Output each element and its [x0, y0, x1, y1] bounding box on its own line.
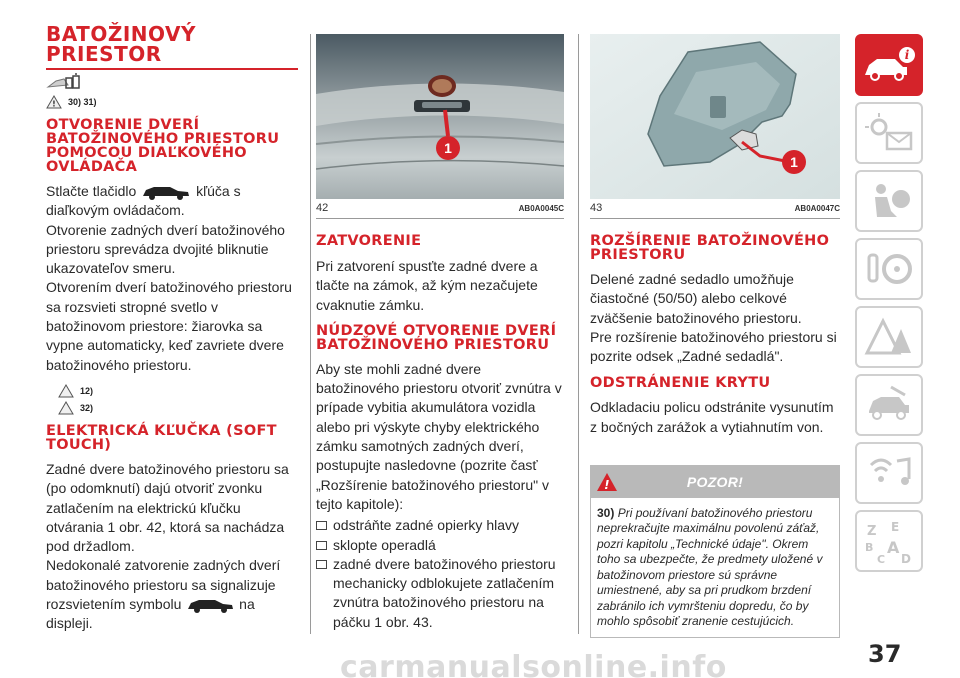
paragraph-expansion: Delené zadné sedadlo umožňuje čiastočné (50/50) alebo celkové zväčšenie batožinového priestoru. [590, 271, 802, 326]
warning-body: 30) Pri používaní batožinového priestoru neprekračujte maximálnu povolenú záťaž, pozri kapitolu „Technické údaje". Okrem toho sa ubezpečte, že predmety uložené v batožinovom priestore sú správne umiestnené, aby sa pri prudkom brzdení zabránilo ich vymršteniu dopredu, čo by mohlo spôsobiť zranenie cestujúcich. [590, 498, 840, 638]
warning-triangle-icon [58, 401, 74, 415]
heading-closing: ZATVORENIE [316, 233, 422, 249]
callout-1: 1 [790, 154, 798, 170]
car-info-icon [861, 45, 917, 85]
svg-text:B: B [865, 541, 874, 554]
svg-text:i: i [904, 48, 910, 62]
heading-expansion: ROZŠÍRENIE BATOŽINOVÉHO PRIESTORU [590, 233, 830, 263]
tab-index[interactable] [855, 510, 923, 572]
tab-starting-driving[interactable] [855, 238, 923, 300]
column-divider [310, 34, 311, 634]
paragraph-soft-touch: Zadné dvere batožinového priestoru sa (po odomknutí) dajú otvoriť zvonku zatlačením na elektrickú kľučku otvárania 1 obr. 42, ktorá sa nachádza pod držadlom. [46, 460, 289, 555]
watermark: carmanualsonline.info [340, 650, 727, 678]
paragraph-light: Otvorením dverí batožinového priestoru sa rozsvieti stropné svetlo v batožinovom priestore: žiarovka sa vypne automaticky, keď zavriete dvere batožinového priestoru. [46, 279, 292, 373]
tab-lights-messages[interactable] [855, 102, 923, 164]
column-3 [590, 34, 840, 638]
ref-32: 32) [46, 401, 298, 415]
callout-1: 1 [444, 140, 452, 156]
heading-soft-touch: ELEKTRICKÁ KĽUČKA (SOFT TOUCH) [46, 422, 277, 453]
heading-cover-removal: ODSTRÁNENIE KRYTU [590, 375, 771, 392]
svg-text:A: A [887, 538, 900, 557]
checkbox-bullet-icon [316, 521, 327, 530]
paragraph-closing: Pri zatvorení spusťte zadné dvere a tlačte na zámok, až kým nezačujete cvaknutie zámku. [316, 258, 538, 313]
chapter-sidebar [855, 34, 923, 578]
figure-number: 42 [316, 202, 329, 214]
tab-safety[interactable] [855, 170, 923, 232]
ref-12: 12) [46, 384, 298, 398]
svg-text:C: C [877, 553, 886, 565]
index-letters-icon [861, 517, 917, 565]
tab-emergency[interactable] [855, 306, 923, 368]
column-divider [578, 34, 579, 634]
car-symbol-icon [185, 597, 235, 613]
warning-triangle-icon [596, 472, 618, 492]
section-title: BATOŽINOVÝ PRIESTOR [46, 22, 196, 66]
list-item: zadné dvere batožinového priestoru mechanicky odblokujete zatlačením zvnútra batožinového priestoru na páčku 1 obr. 43. [316, 555, 564, 632]
heading-remote-opening: OTVORENIE DVERÍ BATOŽINOVÉHO PRIESTORU POMOCOU DIAĽKOVÉHO OVLÁDAČA [46, 117, 280, 175]
airbag-icon [861, 179, 917, 223]
steering-key-icon [861, 247, 917, 291]
svg-text:E: E [891, 520, 900, 534]
figure-number: 43 [590, 202, 603, 214]
paragraph-blink: Otvorenie zadných dverí batožinového priestoru sprevádza dvojité bliknutie ukazovateľov smeru. [46, 221, 285, 277]
tab-maintenance[interactable] [855, 374, 923, 436]
figure-43-caption [590, 202, 840, 216]
warning-road-icon [861, 315, 917, 359]
title-rule [46, 68, 298, 70]
list-item: sklopte operadlá [316, 536, 564, 555]
tab-car-info[interactable] [855, 34, 923, 96]
figure-42-photo [316, 34, 564, 199]
paragraph-seats-ref: Pre rozšírenie batožinového priestoru si pozrite odsek „Zadné sedadlá". [590, 328, 837, 365]
warning-ref-1: ! 30) 31) [46, 95, 298, 109]
luggage-icon [46, 73, 298, 93]
heading-emergency: NÚDZOVÉ OTVORENIE DVERÍ BATOŽINOVÉHO PRIESTORU [316, 322, 557, 353]
tools-car-icon [861, 383, 917, 427]
figure-code: AB0A0045C [518, 204, 564, 213]
svg-text:!: ! [604, 478, 610, 493]
car-button-icon [140, 184, 192, 200]
checkbox-bullet-icon [316, 541, 327, 550]
svg-text:!: ! [52, 99, 56, 109]
column-1 [46, 24, 298, 634]
column-2 [316, 34, 564, 632]
list-item: odstráňte zadné opierky hlavy [316, 516, 564, 535]
paragraph-remote: Stlačte tlačidlo kľúča s diaľkovým ovládačom. [46, 183, 241, 219]
lights-message-icon [861, 111, 917, 155]
warning-triangle-icon [46, 95, 62, 109]
paragraph-emergency: Aby ste mohli zadné dvere batožinového priestoru otvoriť zvnútra v prípade vybitia akumulátora vozidla alebo pri výskyte chyby elektrického zámku samotných zadných dverí, postupujte nasledovne (pozrite časť „Rozšírenie batožinového priestoru" v tejto kapitole): [316, 360, 562, 512]
warning-header: ! POZOR! [590, 465, 840, 498]
warning-box [590, 465, 840, 638]
svg-text:Z: Z [867, 524, 877, 539]
paragraph-cover-removal: Odkladaciu policu odstránite vysunutím z bočných zarážok a vytiahnutím von. [590, 399, 834, 435]
paragraph-indicator: Nedokonalé zatvorenie zadných dverí batožinového priestoru sa signalizuje rozsvietením symbolu na displeji. [46, 557, 281, 632]
page-number: 37 [868, 640, 902, 668]
figure-42-caption [316, 202, 564, 216]
svg-text:D: D [901, 552, 911, 565]
figure-43-photo [590, 34, 840, 199]
warning-triangle-icon [58, 384, 74, 398]
checkbox-bullet-icon [316, 560, 327, 569]
figure-code: AB0A0047C [794, 204, 840, 213]
multimedia-icon [861, 451, 917, 495]
tab-multimedia[interactable] [855, 442, 923, 504]
